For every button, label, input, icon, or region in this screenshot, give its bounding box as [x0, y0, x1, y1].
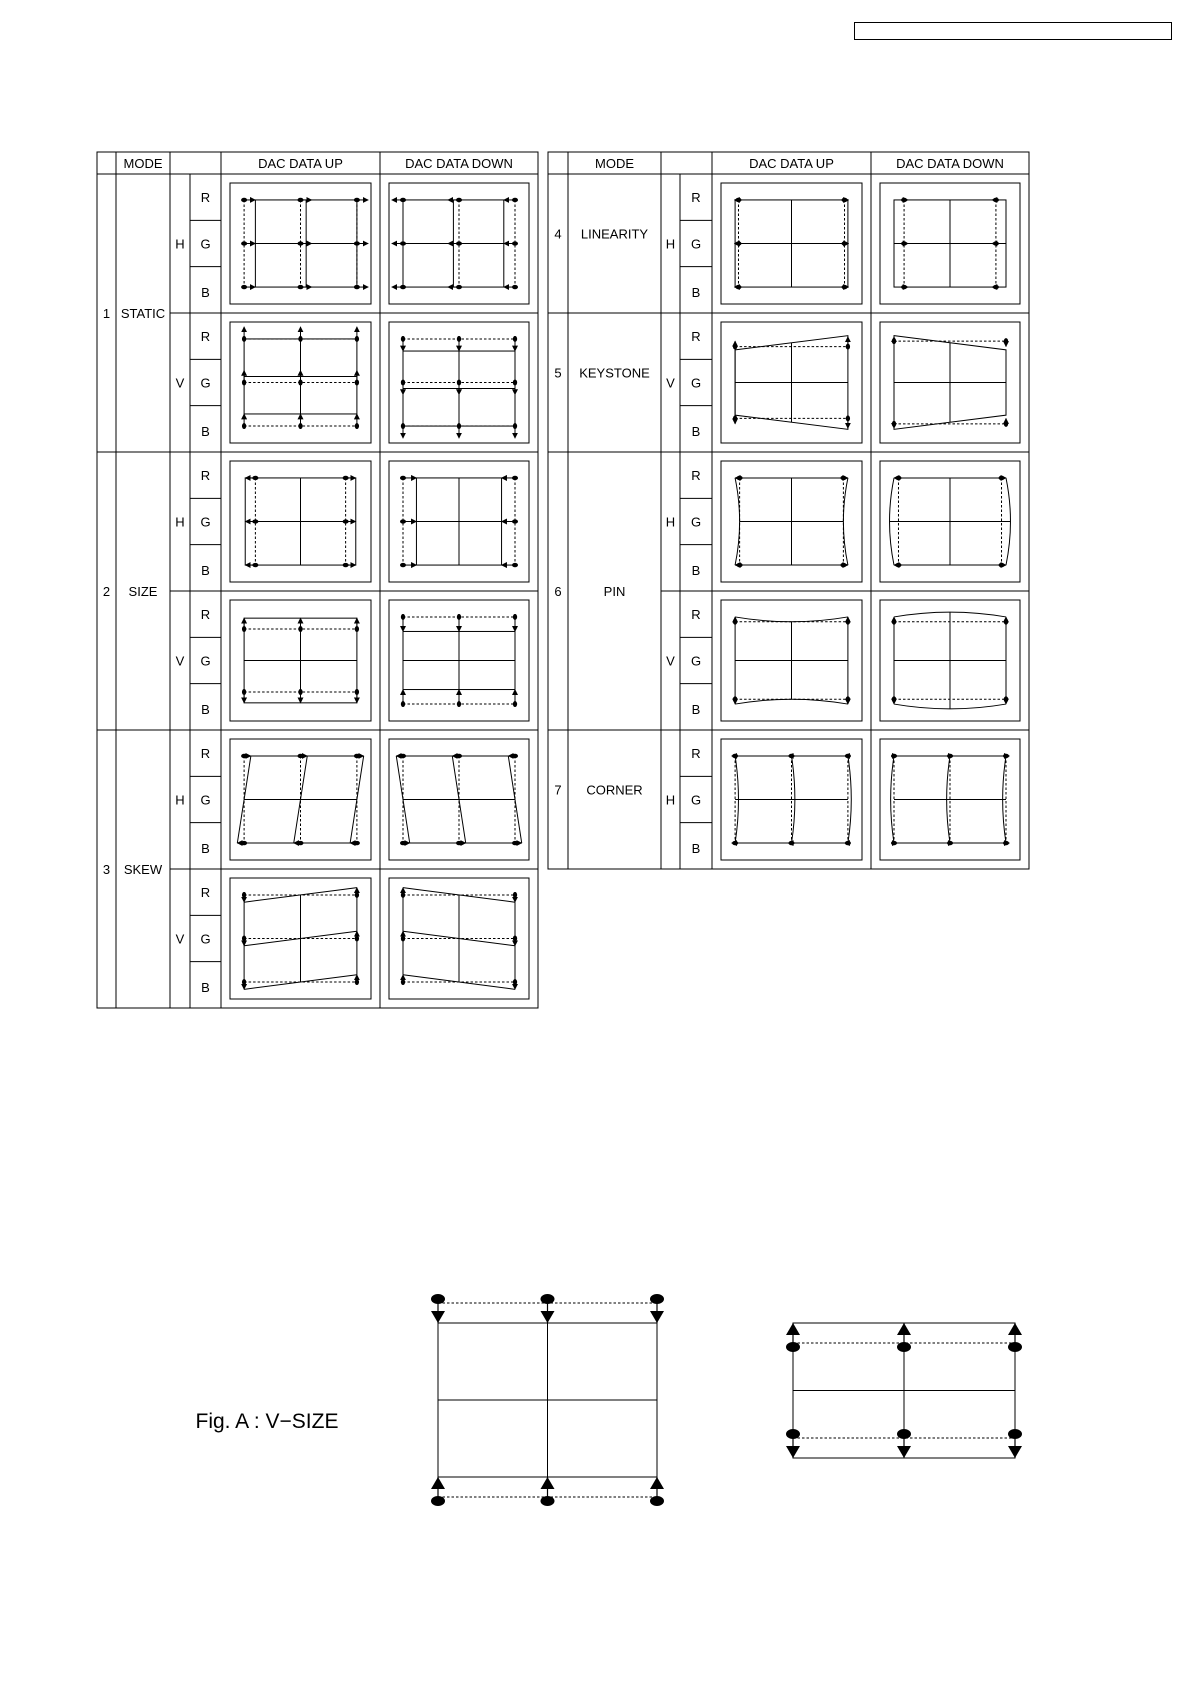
channel-label-g: G	[200, 375, 211, 391]
channel-label-r: R	[200, 468, 211, 484]
channel-label-g: G	[200, 236, 211, 252]
mode-group-linearity	[548, 174, 1029, 313]
mode-group-corner	[548, 730, 1029, 869]
channel-label-r: R	[691, 746, 701, 762]
axis-label: V	[175, 931, 185, 947]
diagram-size-v-down	[389, 600, 529, 721]
axis-label: V	[175, 375, 185, 391]
adjustment-row	[666, 730, 1020, 869]
axis-label: V	[175, 653, 185, 669]
mode-name: STATIC	[120, 306, 166, 321]
table-2	[548, 152, 1029, 869]
header-mode: MODE	[123, 156, 163, 171]
adjustment-tables	[97, 152, 1029, 1008]
diagram-size-h-up	[230, 461, 371, 582]
mode-number: 1	[102, 306, 111, 321]
mode-name: CORNER	[586, 782, 643, 798]
diagram-pin-h-down	[880, 461, 1020, 582]
mode-name: SIZE	[128, 584, 158, 599]
channel-label-b: B	[691, 840, 701, 856]
channel-label-r: R	[691, 468, 701, 484]
channel-label-g: G	[690, 236, 702, 252]
adjustment-row	[175, 174, 529, 313]
adjustment-row	[170, 313, 538, 452]
channel-label-g: G	[200, 792, 211, 808]
channel-label-g: G	[690, 375, 702, 391]
axis-label: H	[175, 792, 185, 808]
diagram-skew-h-up	[230, 739, 371, 860]
axis-label: H	[665, 792, 676, 808]
header-dac-data-down: DAC DATA DOWN	[896, 156, 1004, 171]
axis-label: H	[175, 514, 185, 530]
channel-label-r: R	[200, 746, 211, 762]
adjustment-row	[170, 869, 538, 1008]
diagram-corner-up	[721, 739, 862, 860]
diagram-size-v-up	[230, 600, 371, 721]
axis-label: H	[665, 236, 676, 252]
mode-group-size	[97, 452, 538, 730]
adjustment-row	[666, 313, 1020, 452]
diagram-static-v-up	[230, 322, 371, 443]
axis-label: H	[175, 236, 185, 252]
mode-number: 7	[554, 782, 562, 798]
channel-label-g: G	[690, 792, 702, 808]
mode-group-keystone	[548, 313, 1029, 452]
mode-number: 2	[102, 584, 111, 599]
channel-label-b: B	[201, 562, 210, 578]
figure-a-caption: Fig. A : V−SIZE	[195, 1410, 339, 1433]
mode-name: PIN	[603, 584, 626, 599]
adjustment-row	[170, 591, 538, 730]
mode-number: 4	[554, 226, 562, 242]
mode-group-static	[97, 174, 538, 452]
channel-label-r: R	[200, 329, 211, 345]
mode-name: SKEW	[123, 862, 163, 877]
diagram-skew-v-up	[230, 878, 371, 999]
axis-label: V	[666, 375, 675, 391]
channel-label-r: R	[691, 190, 701, 206]
channel-label-b: B	[201, 701, 210, 717]
header-dac-data-down: DAC DATA DOWN	[405, 156, 513, 171]
channel-label-b: B	[691, 284, 701, 300]
adjustment-row	[666, 452, 1020, 591]
channel-label-g: G	[200, 931, 211, 947]
adjustment-row	[666, 174, 1020, 313]
diagram-linearity-up	[721, 183, 862, 304]
channel-label-g: G	[690, 514, 702, 530]
mode-number: 3	[102, 862, 111, 877]
channel-label-b: B	[691, 423, 701, 439]
channel-label-r: R	[200, 190, 211, 206]
channel-label-r: R	[200, 885, 211, 901]
channel-label-b: B	[201, 979, 210, 995]
axis-label: V	[666, 653, 675, 669]
figure-a-left-diagram	[431, 1294, 664, 1506]
diagram-linearity-down	[880, 183, 1020, 304]
channel-label-b: B	[691, 701, 701, 717]
adjustment-row	[175, 730, 529, 869]
diagram-keystone-down	[880, 322, 1020, 443]
diagram-skew-h-down	[389, 739, 529, 860]
adjustment-row	[661, 591, 1029, 730]
diagram-size-h-down	[389, 461, 529, 582]
diagram-static-v-down	[389, 322, 529, 443]
channel-label-b: B	[691, 562, 701, 578]
figure-a	[196, 1294, 1022, 1506]
diagram-pin-v-down	[880, 600, 1020, 721]
channel-label-r: R	[200, 607, 211, 623]
channel-label-b: B	[201, 284, 210, 300]
header-dac-data-up: DAC DATA UP	[258, 156, 343, 171]
diagram-pin-h-up	[721, 461, 862, 582]
channel-label-b: B	[201, 840, 210, 856]
adjustment-row	[175, 452, 529, 591]
diagram-skew-v-down	[389, 878, 529, 999]
channel-label-g: G	[690, 653, 702, 669]
diagram-static-h-up	[230, 183, 371, 304]
mode-number: 6	[554, 584, 562, 599]
mode-group-pin	[548, 452, 1029, 730]
mode-name: LINEARITY	[580, 226, 649, 242]
diagram-corner-down	[880, 739, 1020, 860]
header-dac-data-up: DAC DATA UP	[749, 156, 834, 171]
figure-a-right-diagram	[786, 1323, 1022, 1458]
header-mode: MODE	[595, 156, 634, 171]
diagram-pin-v-up	[721, 600, 862, 721]
channel-label-b: B	[201, 423, 210, 439]
diagram-keystone-up	[721, 322, 862, 443]
mode-name: KEYSTONE	[579, 365, 650, 381]
table-1	[97, 152, 538, 1008]
mode-group-skew	[97, 730, 538, 1008]
channel-label-g: G	[200, 514, 211, 530]
channel-label-r: R	[691, 329, 701, 345]
diagram-static-h-down	[389, 183, 529, 304]
axis-label: H	[665, 514, 676, 530]
channel-label-r: R	[691, 607, 701, 623]
mode-number: 5	[554, 365, 562, 381]
channel-label-g: G	[200, 653, 211, 669]
